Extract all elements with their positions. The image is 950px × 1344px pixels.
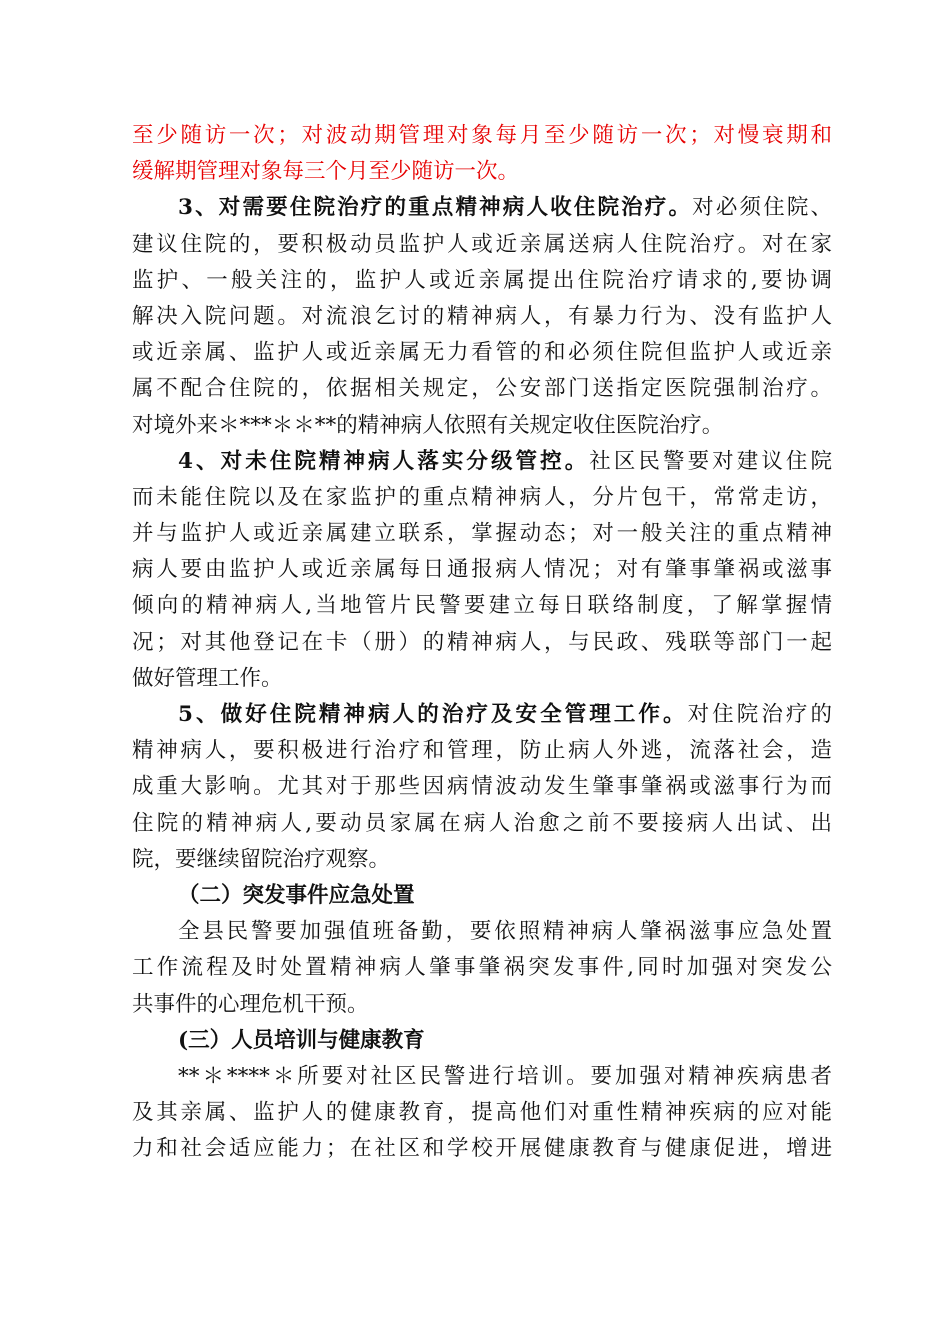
item4-first-line — [132, 444, 832, 480]
paragraph-line: 解决入院问题。对流浪乞讨的精神病人，有暴力行为、没有监护人 — [132, 303, 832, 329]
red-text-line: 至少随访一次；对波动期管理对象每月至少随访一次；对慢衰期和 — [132, 123, 832, 148]
paragraph-line: 精神病人，要积极进行治疗和管理，防止病人外逃，流落社会，造 — [132, 738, 832, 764]
item5-first-line — [132, 697, 832, 733]
paragraph-line: 病人要由监护人或近亲属每日通报病人情况；对有肇事肇祸或滋事 — [132, 557, 832, 583]
paragraph-line: **＊****＊所要对社区民警进行培训。要加强对精神疾病患者 — [178, 1063, 832, 1089]
paragraph-line: 共事件的心理危机干预。 — [132, 991, 369, 1017]
paragraph-line: 住院的精神病人,要动员家属在病人治愈之前不要接病人出试、出 — [132, 810, 832, 836]
section-heading: (三）人员培训与健康教育 — [178, 1027, 425, 1053]
paragraph-line: 力和社会适应能力；在社区和学校开展健康教育与健康促进，增进 — [132, 1136, 832, 1162]
item5-text: 对住院治疗的 — [687, 702, 832, 727]
paragraph-line: 及其亲属、监护人的健康教育，提高他们对重性精神疾病的应对能 — [132, 1100, 832, 1126]
paragraph-line: 或近亲属、监护人或近亲属无力看管的和必须住院但监护人或近亲 — [132, 340, 832, 366]
paragraph-line: 对境外来＊***＊＊**的精神病人依照有关规定收住医院治疗。 — [132, 412, 724, 438]
item3-first-line — [132, 190, 832, 226]
red-text-line: 缓解期管理对象每三个月至少随访一次。 — [132, 159, 520, 185]
section-heading: （二）突发事件应急处置 — [178, 882, 415, 908]
paragraph-line: 全县民警要加强值班备勤，要依照精神病人肇祸滋事应急处置 — [178, 919, 832, 945]
item4-text: 社区民警要对建议住院 — [589, 448, 832, 474]
paragraph-line: 监护、一般关注的，监护人或近亲属提出住院治疗请求的,要协调 — [132, 267, 832, 293]
item5-title: 5、做好住院精神病人的治疗及安全管理工作。 — [178, 702, 688, 727]
paragraph-line: 成重大影响。尤其对于那些因病情波动发生肇事肇祸或滋事行为而 — [132, 774, 832, 800]
paragraph-line: 并与监护人或近亲属建立联系，掌握动态；对一般关注的重点精神 — [132, 521, 832, 547]
item4-title: 4、对未住院精神病人落实分级管控。 — [178, 448, 590, 474]
paragraph-line: 属不配合住院的，依据相关规定，公安部门送指定医院强制治疗。 — [132, 376, 832, 402]
paragraph-line: 工作流程及时处置精神病人肇事肇祸突发事件,同时加强对突发公 — [132, 955, 832, 981]
paragraph-line: 做好管理工作。 — [132, 665, 283, 691]
document-page — [132, 118, 832, 1167]
paragraph-line: 建议住院的，要积极动员监护人或近亲属送病人住院治疗。对在家 — [132, 231, 832, 257]
paragraph-line: 院，要继续留院治疗观察。 — [132, 846, 391, 872]
paragraph-line: 倾向的精神病人,当地管片民警要建立每日联络制度，了解掌握情 — [132, 593, 832, 619]
item3-text: 对必须住院、 — [692, 195, 832, 221]
paragraph-line: 而未能住院以及在家监护的重点精神病人，分片包干，常常走访， — [132, 484, 832, 510]
paragraph-line: 况；对其他登记在卡（册）的精神病人，与民政、残联等部门一起 — [132, 629, 832, 655]
item3-title: 3、对需要住院治疗的重点精神病人收住院治疗。 — [178, 195, 693, 221]
